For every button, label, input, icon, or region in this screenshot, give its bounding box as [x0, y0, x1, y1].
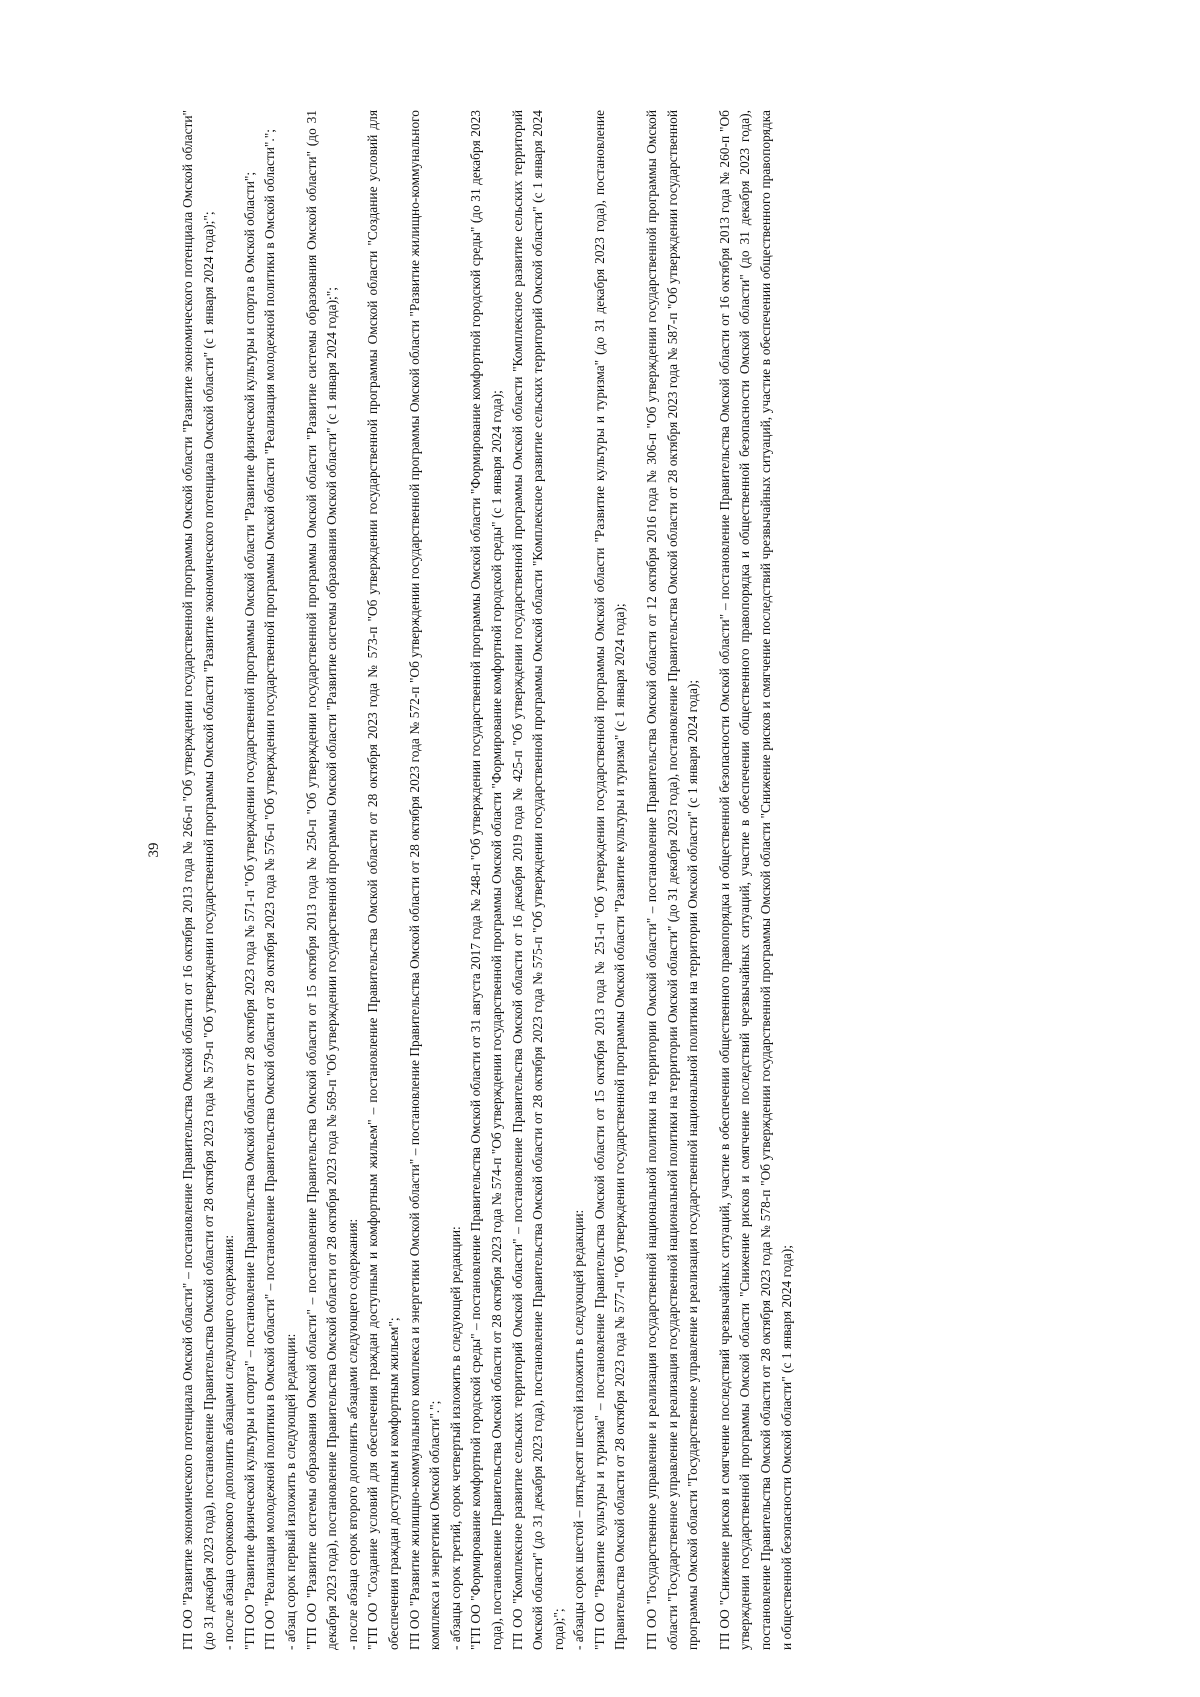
paragraph: "ГП ОО "Создание условий для обеспечения граждан доступным и комфортным жильем" – постановление Правительства Омской области от 28 октября 2023 года № 573-п "Об утверждении государственной программы Омской области "Создание условий для обеспечения граждан доступным и комфортным жильем";	[365, 110, 401, 1650]
paragraph: ГП ОО "Снижение рисков и смягчение последствий чрезвычайных ситуаций, участие в обеспечении общественного правопорядка и общественной безопасности Омской области" – постановление Правительства Омской области от 16 октября 2013 года № 260-п "Об утверждении государственной программы Омской области "Снижение рисков и смягчение последствий чрезвычайных ситуаций, участие в обеспечении общественного правопорядка и общественной безопасности Омской области" (до 31 декабря 2023 года), постановление Правительства Омской области от 28 октября 2023 года № 578-п "Об утверждении государственной программы Омской области "Снижение рисков и смягчение последствий чрезвычайных ситуаций, участие в обеспечении общественного правопорядка и общественной безопасности Омской области" (с 1 января 2024 года);	[716, 110, 794, 1650]
page-number: 39	[146, 842, 162, 858]
paragraph: "ГП ОО "Развитие системы образования Омской области" – постановление Правительства Омской области от 15 октября 2013 года № 250-п "Об утверждении государственной программы Омской области "Развитие системы образования Омской области" (до 31 декабря 2023 года), постановление Правительства Омской области от 28 октября 2023 года № 569-п "Об утверждении государственной программы Омской области "Развитие системы образования Омской области" (с 1 января 2024 года);";	[303, 110, 340, 1650]
paragraph: ГП ОО "Комплексное развитие сельских территорий Омской области" – постановление Правительства Омской области от 16 декабря 2019 года № 425-п "Об утверждении государственной программы Омской области "Комплексное развитие сельских территорий Омской области" (до 31 декабря 2023 года), постановление Правительства Омской области от 28 октября 2023 года № 575-п "Об утверждении государственной программы Омской области "Комплексное развитие сельских территорий Омской области" (с 1 января 2024 года);";	[509, 110, 566, 1650]
paragraph: "ГП ОО "Развитие культуры и туризма" – постановление Правительства Омской области от 15 октября 2013 года № 251-п "Об утверждении государственной программы Омской области "Развитие культуры и туризма" (до 31 декабря 2023 года), постановление Правительства Омской области от 28 октября 2023 года № 577-п "Об утверждении государственной программы Омской области "Развитие культуры и туризма" (с 1 января 2024 года);	[591, 110, 628, 1650]
paragraph: ГП ОО "Развитие жилищно-коммунального комплекса и энергетики Омской области" – постановление Правительства Омской области от 28 октября 2023 года № 572-п "Об утверждении государственной программы Омской области "Развитие жилищно-коммунального комплекса и энергетики Омской области".";	[406, 110, 443, 1650]
paragraph: ГП ОО "Реализация молодежной политики в Омской области" – постановление Правительства Омской области от 28 октября 2023 года № 576-п "Об утверждении государственной программы Омской области "Реализация молодежной политики в Омской области".";	[262, 129, 278, 1650]
paragraph: - абзац сорок первый изложить в следующей редакции:	[282, 1333, 298, 1650]
paragraph: ГП ОО "Государственное управление и реализация государственной национальной политики на территории Омской области" – постановление Правительства Омской области от 12 октября 2016 года № 306-п "Об утверждении государственной программы Омской области "Государственное управление и реализация государственной национальной политики на территории Омской области" (до 31 декабря 2023 года), постановление Правительства Омской области от 28 октября 2023 года № 587-п "Об утверждении государственной программы Омской области "Государственное управление и реализация государственной национальной политики на территории Омской области" (с 1 января 2024 года);	[644, 110, 701, 1650]
paragraph: ГП ОО "Развитие экономического потенциала Омской области" – постановление Правительства Омской области от 16 октября 2013 года № 266-п "Об утверждении государственной программы Омской области "Развитие экономического потенциала Омской области" (до 31 декабря 2023 года), постановление Правительства Омской области от 28 октября 2023 года № 579-п "Об утверждении государственной программы Омской области "Развитие экономического потенциала Омской области" (с 1 января 2024 года);";	[180, 110, 216, 1650]
paragraph: - после абзаца сорокового дополнить абзацами следующего содержания:	[221, 1234, 237, 1650]
paragraph: - после абзаца сорок второго дополнить абзацами следующего содержания:	[344, 1218, 360, 1650]
document-body	[178, 110, 797, 1650]
paragraph: "ГП ОО "Развитие физической культуры и спорта" – постановление Правительства Омской области от 28 октября 2023 года № 571-п "Об утверждении государственной программы Омской области "Развитие физической культуры и спорта в Омской области";	[241, 171, 257, 1650]
document-page	[108, 50, 1108, 1650]
paragraph: - абзацы сорок третий, сорок четвертый изложить в следующей редакции:	[447, 1226, 463, 1650]
paragraph: - абзацы сорок шестой – пятьдесят шестой изложить в следующей редакции:	[571, 1209, 587, 1650]
paragraph: "ГП ОО "Формирование комфортной городской среды" – постановление Правительства Омской области от 31 августа 2017 года № 248-п "Об утверждении государственной программы Омской области "Формирование комфортной городской среды" (до 31 декабря 2023 года), постановление Правительства Омской области от 28 октября 2023 года № 574-п "Об утверждении государственной программы Омской области "Формирование комфортной городской среды" (с 1 января 2024 года);	[468, 110, 504, 1650]
